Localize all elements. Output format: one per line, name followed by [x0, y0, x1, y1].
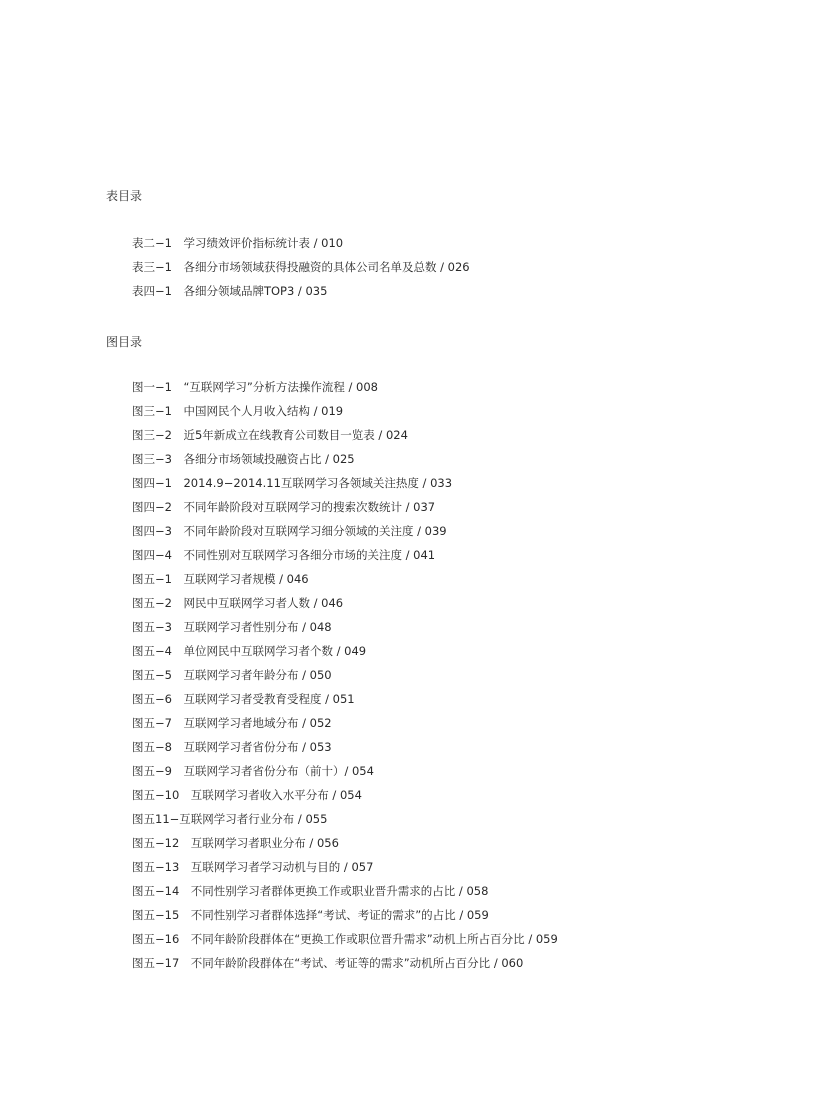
figure-entry: 图五−14 不同性别学习者群体更换工作或职业晋升需求的占比 / 058	[132, 884, 489, 898]
figure-entry: 图五−2 网民中互联网学习者人数 / 046	[132, 596, 344, 610]
figure-entry: 图五−8 互联网学习者省份分布 / 053	[132, 740, 332, 754]
table-entry: 表三−1 各细分市场领域获得投融资的具体公司名单及总数 / 026	[132, 260, 470, 274]
figure-entry: 图五−5 互联网学习者年龄分布 / 050	[132, 668, 332, 682]
figure-entry: 图五−3 互联网学习者性别分布 / 048	[132, 620, 332, 634]
tables-list	[132, 231, 470, 303]
figure-entry: 图五−7 互联网学习者地域分布 / 052	[132, 716, 332, 730]
figure-entry: 图三−3 各细分市场领域投融资占比 / 025	[132, 452, 355, 466]
figure-entry: 图五−1 互联网学习者规模 / 046	[132, 572, 309, 586]
tables-heading: 表目录	[106, 189, 143, 203]
figure-entry: 图三−1 中国网民个人月收入结构 / 019	[132, 404, 344, 418]
figure-entry: 图五−4 单位网民中互联网学习者个数 / 049	[132, 644, 367, 658]
table-entry: 表四−1 各细分领域品牌TOP3 / 035	[132, 284, 328, 298]
figure-entry: 图四−2 不同年龄阶段对互联网学习的搜索次数统计 / 037	[132, 500, 436, 514]
figure-entry: 图五−13 互联网学习者学习动机与目的 / 057	[132, 860, 374, 874]
figure-entry: 图五11−互联网学习者行业分布 / 055	[132, 812, 328, 826]
figure-entry: 图五−17 不同年龄阶段群体在“考试、考证等的需求”动机所占百分比 / 060	[132, 956, 524, 970]
figures-list	[132, 375, 558, 975]
figure-entry: 图五−12 互联网学习者职业分布 / 056	[132, 836, 339, 850]
figure-entry: 图四−1 2014.9−2014.11互联网学习各领域关注热度 / 033	[132, 476, 453, 490]
figure-entry: 图三−2 近5年新成立在线教育公司数目一览表 / 024	[132, 428, 408, 442]
figure-entry: 图四−3 不同年龄阶段对互联网学习细分领域的关注度 / 039	[132, 524, 447, 538]
table-entry: 表二−1 学习绩效评价指标统计表 / 010	[132, 236, 344, 250]
figure-entry: 图一−1 “互联网学习”分析方法操作流程 / 008	[132, 380, 379, 394]
figure-entry: 图五−15 不同性别学习者群体选择“考试、考证的需求”的占比 / 059	[132, 908, 489, 922]
figure-entry: 图五−10 互联网学习者收入水平分布 / 054	[132, 788, 362, 802]
figure-entry: 图五−9 互联网学习者省份分布（前十）/ 054	[132, 764, 374, 778]
figure-entry: 图五−6 互联网学习者受教育受程度 / 051	[132, 692, 355, 706]
figure-entry: 图四−4 不同性别对互联网学习各细分市场的关注度 / 041	[132, 548, 436, 562]
figures-heading: 图目录	[106, 335, 143, 349]
figure-entry: 图五−16 不同年龄阶段群体在“更换工作或职位晋升需求”动机上所占百分比 / 059	[132, 932, 558, 946]
